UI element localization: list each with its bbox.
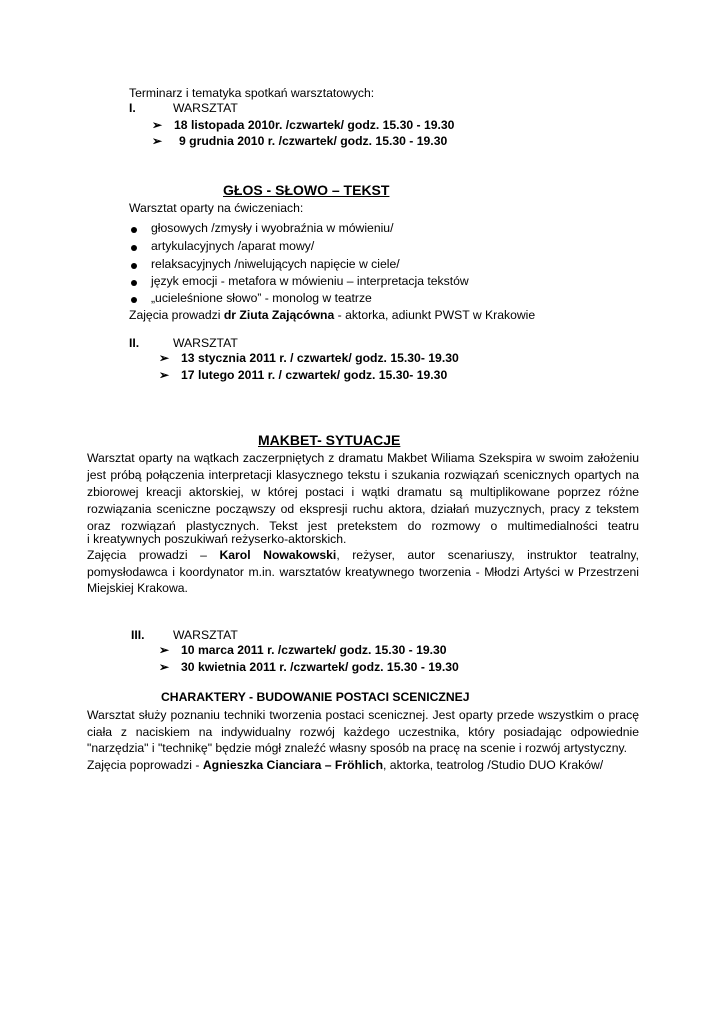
workshop-3-title: CHARAKTERY - BUDOWANIE POSTACI SCENICZNEJ xyxy=(161,690,470,704)
arrow-bullet-icon: ➢ xyxy=(152,134,163,148)
bullet-icon xyxy=(131,280,137,286)
arrow-bullet-icon: ➢ xyxy=(159,368,170,382)
bullet-icon xyxy=(131,245,137,251)
workshop-2-paragraph-line: Warsztat oparty na wątkach zaczerpniętych z dramatu Makbet Wiliama Szekspira w swoim założeniu xyxy=(87,451,639,465)
workshop-1-title: GŁOS - SŁOWO – TEKST xyxy=(223,182,390,198)
workshop-2-label: WARSZTAT xyxy=(173,336,238,350)
workshop-2-paragraph-line: jest próbą połączenia interpretacji klasycznego tekstu i szukania rozwiązań scenicznych opartych na xyxy=(87,468,639,482)
workshop-3-number: III. xyxy=(131,628,145,642)
arrow-bullet-icon: ➢ xyxy=(159,351,170,365)
workshop-2-instructor-line-3: Miejskiej Krakowa. xyxy=(87,581,188,595)
workshop-1-lead: Warsztat oparty na ćwiczeniach: xyxy=(129,201,304,215)
workshop-2-title: MAKBET- SYTUACJE xyxy=(258,432,401,448)
workshop-2-instructor: Zajęcia prowadzi – Karol Nowakowski, reżyser, autor scenariuszy, instruktor teatralny, xyxy=(87,548,639,562)
workshop-1-bullet-5: „ucieleśnione słowo” - monolog w teatrze xyxy=(151,291,372,305)
workshop-1-bullet-1: głosowych /zmysły i wyobraźnia w mówieniu/ xyxy=(151,221,394,235)
workshop-1-label: WARSZTAT xyxy=(173,101,238,115)
workshop-1-number: I. xyxy=(129,101,136,115)
workshop-3-paragraph-line: "narzędzia" i "technikę" będzie mógł znaleźć własny sposób na pracę na scenie i rozwój artystyczny. xyxy=(87,741,628,755)
arrow-bullet-icon: ➢ xyxy=(159,643,170,657)
workshop-1-date-2: ➢ 9 grudnia 2010 r. /czwartek/ godz. 15.30 - 19.30 xyxy=(152,134,448,148)
bullet-icon xyxy=(131,227,137,233)
workshop-1-bullet-4: język emocji - metafora w mówieniu – interpretacja tekstów xyxy=(151,274,469,288)
workshop-1-bullet-2: artykulacyjnych /aparat mowy/ xyxy=(151,239,315,253)
workshop-3-label: WARSZTAT xyxy=(173,628,238,642)
intro-text: Terminarz i tematyka spotkań warsztatowych: xyxy=(129,86,375,100)
bullet-icon xyxy=(131,297,137,303)
bullet-icon xyxy=(131,263,137,269)
workshop-2-paragraph-last: i kreatywnych poszukiwań reżyserko-aktorskich. xyxy=(87,532,347,546)
workshop-2-instructor-line-2: pomysłodawca i koordynator m.in. warsztatów kreatywnego tworzenia - Młodzi Artyści w Przestrzeni xyxy=(87,565,639,579)
workshop-2-paragraph-line: oraz rozwiązań plastycznych. Tekst jest pretekstem do rozmowy o multimedialności teatru xyxy=(87,519,639,533)
workshop-1-date-1: ➢ 18 listopada 2010r. /czwartek/ godz. 15.30 - 19.30 xyxy=(152,118,455,132)
workshop-3-date-2: ➢ 30 kwietnia 2011 r. /czwartek/ godz. 15.30 - 19.30 xyxy=(159,660,459,674)
workshop-1-instructor: Zajęcia prowadzi dr Ziuta Zającówna - aktorka, adiunkt PWST w Krakowie xyxy=(129,308,536,322)
workshop-2-paragraph-line: zbiorowej kreacji aktorskiej, w której postaci i wątki dramatu są multiplikowane poprzez różne xyxy=(87,485,639,499)
workshop-2-date-2: ➢ 17 lutego 2011 r. / czwartek/ godz. 15.30- 19.30 xyxy=(159,368,448,382)
arrow-bullet-icon: ➢ xyxy=(159,660,170,674)
workshop-3-paragraph-line: ciała z naciskiem na indywidualny rozwój każdego uczestnika, który posiadając odpowiednie xyxy=(87,725,639,739)
workshop-2-number: II. xyxy=(129,336,140,350)
workshop-3-instructor: Zajęcia poprowadzi - Agnieszka Cianciara – Fröhlich, aktorka, teatrolog /Studio DUO Kraków/ xyxy=(87,758,604,772)
workshop-3-date-1: ➢ 10 marca 2011 r. /czwartek/ godz. 15.30 - 19.30 xyxy=(159,643,447,657)
workshop-2-paragraph-line: rozwiązania sceniczne począwszy od ekspresji ruchu aktora, działań muzycznych, pracy z tekstem xyxy=(87,502,639,516)
workshop-3-paragraph-line: Warsztat służy poznaniu techniki tworzenia postaci scenicznej. Jest oparty przede wszystkim o pracę xyxy=(87,708,639,722)
workshop-2-date-1: ➢ 13 stycznia 2011 r. / czwartek/ godz. 15.30- 19.30 xyxy=(159,351,459,365)
arrow-bullet-icon: ➢ xyxy=(152,118,163,132)
workshop-1-bullet-3: relaksacyjnych /niwelujących napięcie w ciele/ xyxy=(151,257,400,271)
